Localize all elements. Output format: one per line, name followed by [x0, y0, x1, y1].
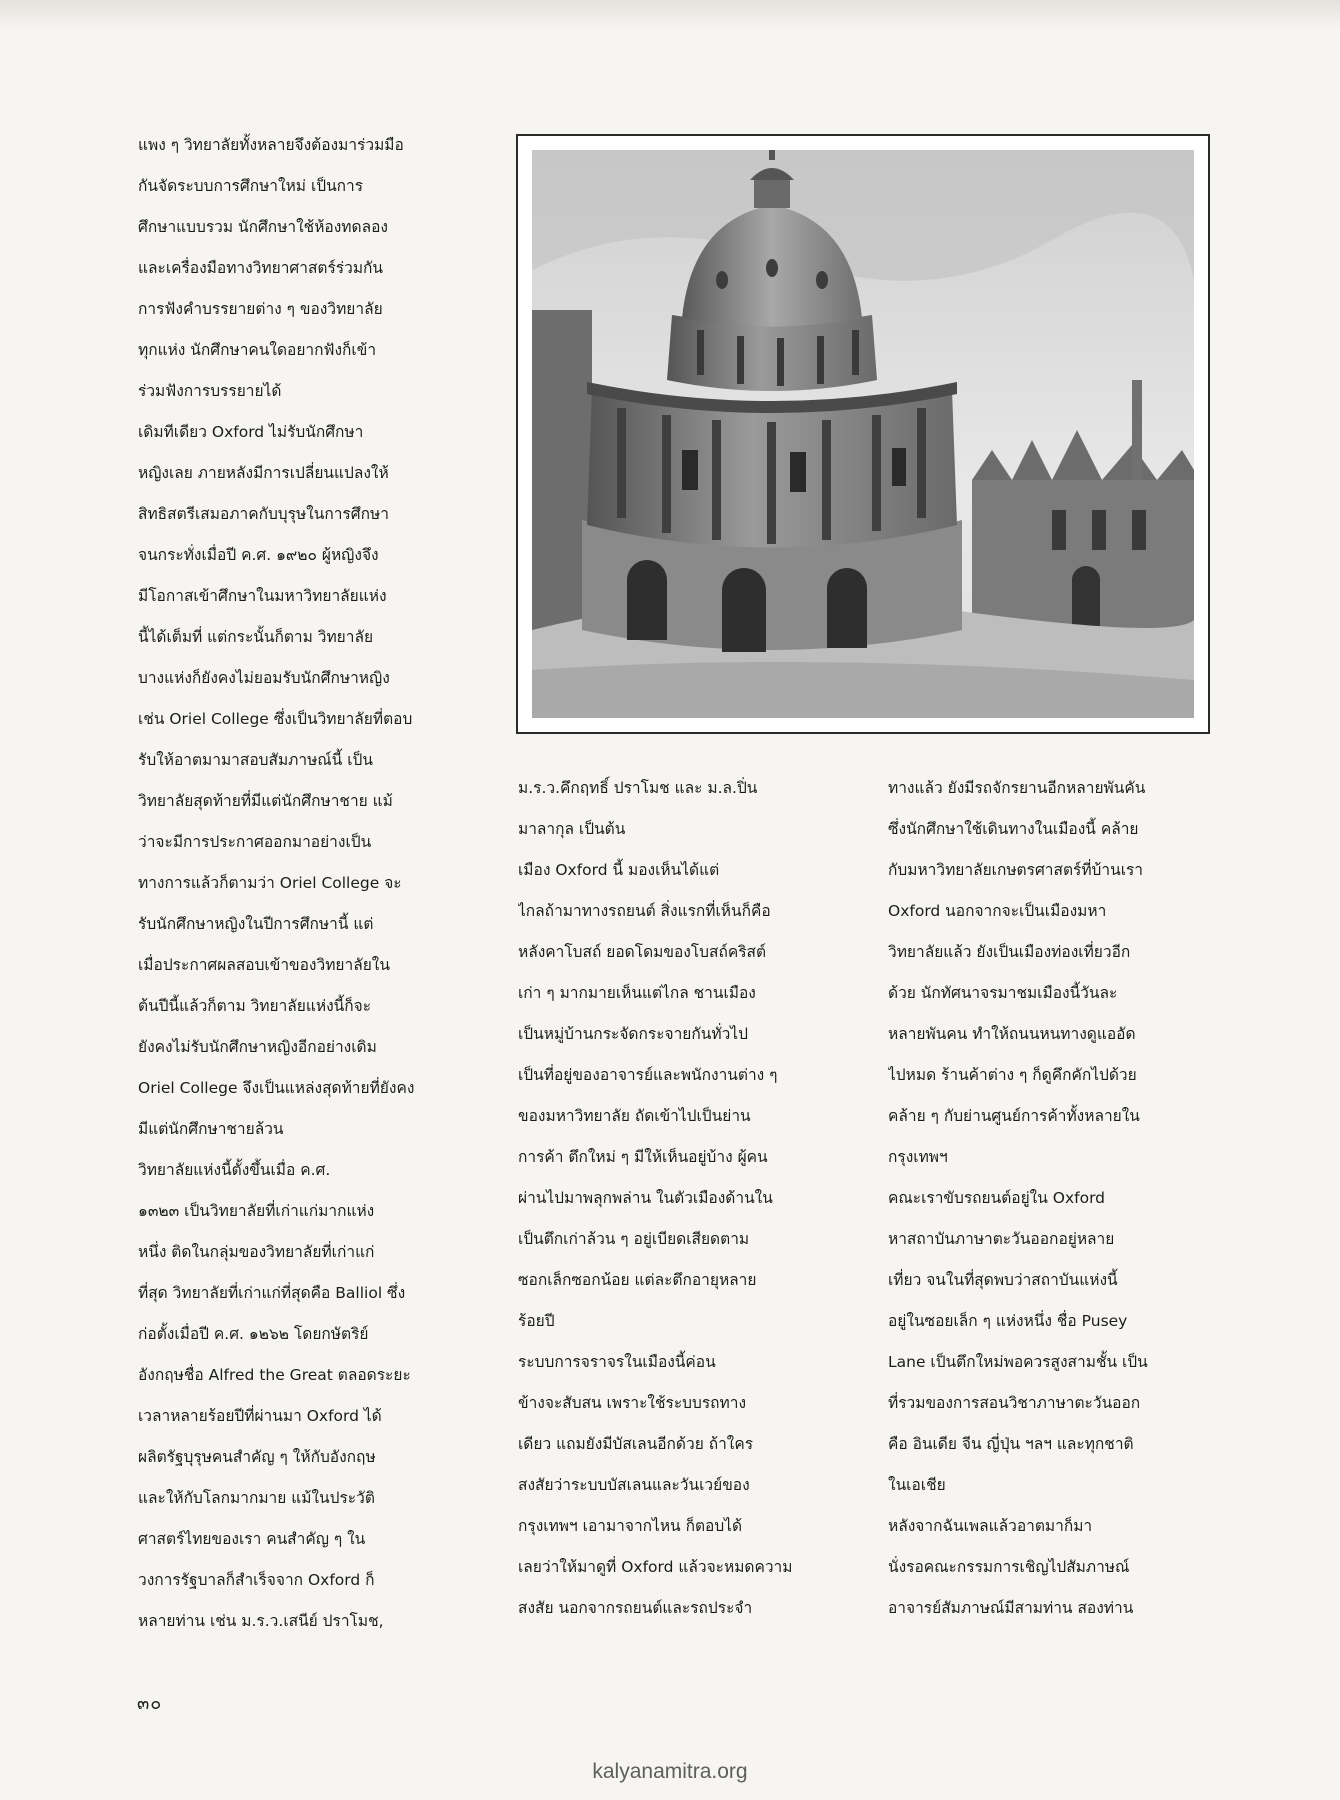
text-line: Oxford นอกจากจะเป็นเมืองมหา	[888, 902, 1107, 920]
text-line: อยู่ในซอยเล็ก ๆ แห่งหนึ่ง ชื่อ Pusey	[888, 1312, 1128, 1330]
text-line: อังกฤษชื่อ Alfred the Great ตลอดระยะ	[138, 1366, 411, 1384]
text-line: วงการรัฐบาลก็สำเร็จจาก Oxford ก็	[138, 1571, 375, 1589]
page-number: ๓๐	[137, 1693, 163, 1714]
text-line: ทางแล้ว ยังมีรถจักรยานอีกหลายพันคัน	[888, 779, 1146, 797]
text-line: ของมหาวิทยาลัย ถัดเข้าไปเป็นย่าน	[518, 1107, 751, 1125]
text-line: กันจัดระบบการศึกษาใหม่ เป็นการ	[138, 177, 364, 195]
scan-edge	[0, 0, 1340, 30]
text-line: มีโอกาสเข้าศึกษาในมหาวิทยาลัยแห่ง	[138, 587, 387, 605]
text-column-left	[138, 125, 460, 1642]
text-line: เก่า ๆ มากมายเห็นแต่ไกล ชานเมือง	[518, 984, 756, 1002]
text-line: ไปหมด ร้านค้าต่าง ๆ ก็ดูคึกคักไปด้วย	[888, 1066, 1137, 1084]
text-line: ว่าจะมีการประกาศออกมาอย่างเป็น	[138, 833, 372, 851]
text-line: จนกระทั่งเมื่อปี ค.ศ. ๑๙๒๐ ผู้หญิงจึง	[138, 546, 379, 564]
text-line: คณะเราขับรถยนต์อยู่ใน Oxford	[888, 1189, 1106, 1207]
text-line: หลังคาโบสถ์ ยอดโดมของโบสถ์คริสต์	[518, 943, 767, 961]
text-column-middle	[518, 768, 840, 1629]
text-line: ทางการแล้วก็ตามว่า Oriel College จะ	[138, 874, 402, 892]
watermark: kalyanamitra.org	[592, 1760, 748, 1783]
text-line: อาจารย์สัมภาษณ์มีสามท่าน สองท่าน	[888, 1599, 1134, 1617]
text-line: ข้างจะสับสน เพราะใช้ระบบรถทาง	[518, 1394, 747, 1412]
text-line: ร้อยปี	[518, 1312, 555, 1330]
text-line: ทุกแห่ง นักศึกษาคนใดอยากฟังก็เข้า	[138, 341, 377, 359]
text-line: แพง ๆ วิทยาลัยทั้งหลายจึงต้องมาร่วมมือ	[138, 136, 404, 154]
text-line: ระบบการจราจรในเมืองนี้ค่อน	[518, 1353, 716, 1371]
text-line: ซึ่งนักศึกษาใช้เดินทางในเมืองนี้ คล้าย	[888, 820, 1139, 838]
text-line: นั่งรอคณะกรรมการเชิญไปสัมภาษณ์	[888, 1558, 1130, 1576]
text-line: เดียว แถมยังมีบัสเลนอีกด้วย ถ้าใคร	[518, 1435, 754, 1453]
text-line: เดิมทีเดียว Oxford ไม่รับนักศึกษา	[138, 423, 364, 441]
text-line: หลังจากฉันเพลแล้วอาตมาก็มา	[888, 1517, 1093, 1535]
text-line: กรุงเทพฯ เอามาจากไหน ก็ตอบได้	[518, 1517, 743, 1535]
text-line: ที่รวมของการสอนวิชาภาษาตะวันออก	[888, 1394, 1141, 1412]
text-line: ผลิตรัฐบุรุษคนสำคัญ ๆ ให้กับอังกฤษ	[138, 1448, 376, 1466]
text-line: หลายท่าน เช่น ม.ร.ว.เสนีย์ ปราโมช,	[138, 1612, 384, 1630]
text-line: ร่วมฟังการบรรยายได้	[138, 382, 282, 400]
text-line: การฟังคำบรรยายต่าง ๆ ของวิทยาลัย	[138, 300, 383, 318]
text-line: เป็นตึกเก่าล้วน ๆ อยู่เบียดเสียดตาม	[518, 1230, 750, 1248]
text-line: เวลาหลายร้อยปีที่ผ่านมา Oxford ได้	[138, 1407, 382, 1425]
text-line: และให้กับโลกมากมาย แม้ในประวัติ	[138, 1489, 375, 1507]
text-line: ม.ร.ว.คึกฤทธิ์ ปราโมช และ ม.ล.ปิ่น	[518, 779, 758, 797]
text-line: เป็นที่อยู่ของอาจารย์และพนักงานต่าง ๆ	[518, 1066, 778, 1084]
text-line: เที่ยว จนในที่สุดพบว่าสถาบันแห่งนี้	[888, 1271, 1118, 1289]
text-line: หาสถาบันภาษาตะวันออกอยู่หลาย	[888, 1230, 1115, 1248]
text-line: ผ่านไปมาพลุกพล่าน ในตัวเมืองด้านใน	[518, 1189, 773, 1207]
oxford-photo	[516, 134, 1210, 734]
text-line: เลยว่าให้มาดูที่ Oxford แล้วจะหมดความ	[518, 1558, 793, 1576]
text-line: หญิงเลย ภายหลังมีการเปลี่ยนแปลงให้	[138, 464, 389, 482]
text-line: และเครื่องมือทางวิทยาศาสตร์ร่วมกัน	[138, 259, 384, 277]
text-line: คล้าย ๆ กับย่านศูนย์การค้าทั้งหลายใน	[888, 1107, 1140, 1125]
text-line: ศึกษาแบบรวม นักศึกษาใช้ห้องทดลอง	[138, 218, 388, 236]
text-line: ด้วย นักทัศนาจรมาชมเมืองนี้วันละ	[888, 984, 1118, 1002]
text-line: เช่น Oriel College ซึ่งเป็นวิทยาลัยที่ตอบ	[138, 710, 413, 728]
text-line: ไกลถ้ามาทางรถยนต์ สิ่งแรกที่เห็นก็คือ	[518, 902, 771, 920]
text-line: ๑๓๒๓ เป็นวิทยาลัยที่เก่าแก่มากแห่ง	[138, 1202, 375, 1220]
text-line: วิทยาลัยแล้ว ยังเป็นเมืองท่องเที่ยวอีก	[888, 943, 1131, 961]
text-line: ต้นปีนี้แล้วก็ตาม วิทยาลัยแห่งนี้ก็จะ	[138, 997, 372, 1015]
text-line: วิทยาลัยสุดท้ายที่มีแต่นักศึกษาชาย แม้	[138, 792, 393, 810]
text-line: เป็นหมู่บ้านกระจัดกระจายกันทั่วไป	[518, 1025, 748, 1043]
text-line: รับนักศึกษาหญิงในปีการศึกษานี้ แต่	[138, 915, 374, 933]
text-column-right	[888, 768, 1208, 1629]
text-line: สิทธิสตรีเสมอภาคกับบุรุษในการศึกษา	[138, 505, 389, 523]
text-line: เมื่อประกาศผลสอบเข้าของวิทยาลัยใน	[138, 956, 390, 974]
text-line: Lane เป็นตึกใหม่พอควรสูงสามชั้น เป็น	[888, 1353, 1148, 1371]
text-line: สงสัย นอกจากรถยนต์และรถประจำ	[518, 1599, 753, 1617]
text-line: มีแต่นักศึกษาชายล้วน	[138, 1120, 284, 1138]
text-line: คือ อินเดีย จีน ญี่ปุ่น ฯลฯ และทุกชาติ	[888, 1435, 1134, 1453]
text-line: ศาสตร์ไทยของเรา คนสำคัญ ๆ ใน	[138, 1530, 366, 1548]
text-line: บางแห่งก็ยังคงไม่ยอมรับนักศึกษาหญิง	[138, 669, 390, 687]
text-line: วิทยาลัยแห่งนี้ตั้งขึ้นเมื่อ ค.ศ.	[138, 1161, 331, 1179]
text-line: ซอกเล็กซอกน้อย แต่ละตึกอายุหลาย	[518, 1271, 757, 1289]
text-line: Oriel College จึงเป็นแหล่งสุดท้ายที่ยังคง	[138, 1079, 415, 1097]
text-line: นี้ได้เต็มที่ แต่กระนั้นก็ตาม วิทยาลัย	[138, 628, 374, 646]
text-line: มาลากุล เป็นต้น	[518, 820, 626, 838]
text-line: ยังคงไม่รับนักศึกษาหญิงอีกอย่างเดิม	[138, 1038, 377, 1056]
text-line: สงสัยว่าระบบบัสเลนและวันเวย์ของ	[518, 1476, 750, 1494]
text-line: ที่สุด วิทยาลัยที่เก่าแก่ที่สุดคือ Balliol ซึ่ง	[138, 1284, 406, 1302]
text-line: ก่อตั้งเมื่อปี ค.ศ. ๑๒๖๒ โดยกษัตริย์	[138, 1325, 369, 1343]
text-line: หนึ่ง ติดในกลุ่มของวิทยาลัยที่เก่าแก่	[138, 1243, 375, 1261]
text-line: รับให้อาตมามาสอบสัมภาษณ์นี้ เป็น	[138, 751, 373, 769]
text-line: เมือง Oxford นี้ มองเห็นได้แต่	[518, 861, 720, 879]
domed-building-photo-icon	[532, 150, 1194, 718]
text-line: ในเอเชีย	[888, 1476, 946, 1494]
text-line: หลายพันคน ทำให้ถนนหนทางดูแออัด	[888, 1025, 1136, 1043]
text-line: กรุงเทพฯ	[888, 1148, 948, 1166]
text-line: กับมหาวิทยาลัยเกษตรศาสตร์ที่บ้านเรา	[888, 861, 1144, 879]
text-line: การค้า ตึกใหม่ ๆ มีให้เห็นอยู่บ้าง ผู้คน	[518, 1148, 768, 1166]
